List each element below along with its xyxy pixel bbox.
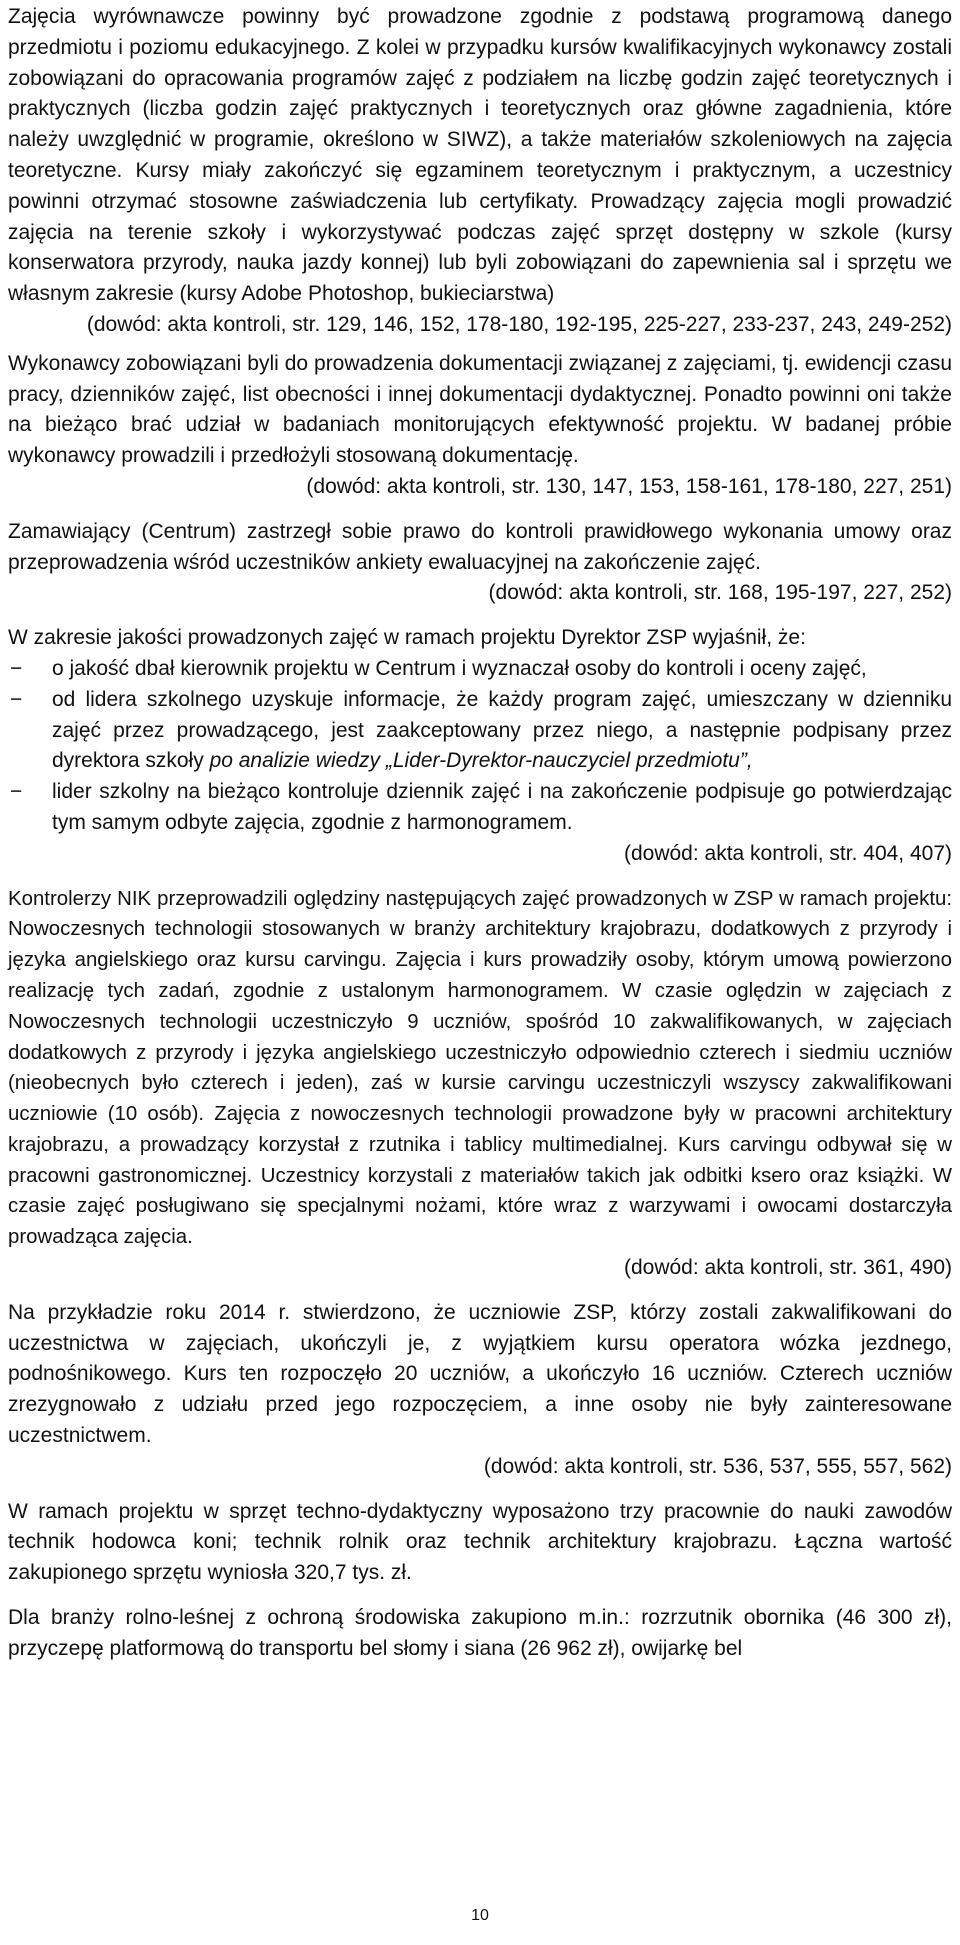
- section-block-1: [8, 2, 952, 341]
- list-item-text: od lidera szkolnego uzyskuje informacje, że każdy program zajęć, umieszczany w dzienniku zajęć przez prowadzącego, jest zaakceptowany przez niego, a następnie podpisany przez dyrektora szkoły: [52, 687, 952, 773]
- paragraph: Zamawiający (Centrum) zastrzegł sobie prawo do kontroli prawidłowego wykonania umowy oraz przeprowadzenia wśród uczestników ankiety ewaluacyjnej na zakończenie zajęć.: [8, 519, 952, 574]
- section-block-purchases: [8, 1603, 952, 1665]
- dash-bullet-icon: −: [10, 687, 23, 711]
- section-block-3: [8, 517, 952, 609]
- evidence-citation: (dowód: akta kontroli, str. 129, 146, 152, 178-180, 192-195, 225-227, 233-237, 243, 249-252): [86, 312, 952, 336]
- list-item-italic-text: po analizie wiedzy „Lider-Dyrektor-nauczyciel przedmiotu”,: [209, 749, 753, 773]
- paragraph: Dla branży rolno-leśnej z ochroną środowiska zakupiono m.in.: rozrzutnik obornika (46 300 zł), przyczepę platformową do transportu bel słomy i siana (26 962 zł), owijarkę bel: [8, 1606, 952, 1660]
- paragraph: Na przykładzie roku 2014 r. stwierdzono, że uczniowie ZSP, którzy zostali zakwalifikowani do uczestnictwa w zajęciach, ukończyli je, z wyjątkiem kursu operatora wózka jezdnego, podnośnikowego. Kurs ten rozpoczęło 20 uczniów, a ukończyło 16 uczniów. Czterech uczniów zrezygnowało z udziału przed jego rozpoczęciem, a inne osoby nie były zainteresowane uczestnictwem.: [8, 1300, 952, 1448]
- paragraph: Zajęcia wyrównawcze powinny być prowadzone zgodnie z podstawą programową danego przedmiotu i poziomu edukacyjnego. Z kolei w przypadku kursów kwalifikacyjnych wykonawcy zostali zobowiązani do opracowania programów zajęć z podziałem na liczbę godzin zajęć teoretycznych i praktycznych (liczba godzin zajęć praktycznych i teoretycznych oraz główne zagadnienia, które należy uwzględnić w programie, określono w SIWZ), a także materiałów szkoleniowych na zajęcia teoretyczne. Kursy miały zakończyć się egzaminem teoretycznym i praktycznym, a uczestnicy powinni otrzymać stosowne zaświadczenia lub certyfikaty. Prowadzący zajęcia mogli prowadzić zajęcia na terenie szkoły i wykorzystywać podczas zajęć sprzęt dostępny w szkole (kursy konserwatora przyrody, nauka jazdy konnej) lub byli zobowiązani do zapewnienia sal i sprzętu we własnym zakresie (kursy Adobe Photoshop, bukieciarstwa): [8, 5, 952, 306]
- section-block-equipment: [8, 1497, 952, 1589]
- paragraph: Wykonawcy zobowiązani byli do prowadzenia dokumentacji związanej z zajęciami, tj. ewidencji czasu pracy, dzienników zajęć, list obecności i innej dokumentacji dydaktycznej. Ponadto powinni oni także na bieżąco brać udział w badaniach monitorujących efektywność projektu. W badanej próbie wykonawcy prowadzili i przedłożyli stosowaną dokumentację.: [8, 351, 952, 468]
- page-number: 10: [471, 1907, 489, 1924]
- dash-list: [8, 654, 952, 839]
- list-item-text: o jakość dbał kierownik projektu w Centrum i wyznaczał osoby do kontroli i oceny zajęć,: [52, 656, 867, 680]
- evidence-citation: (dowód: akta kontroli, str. 361, 490): [623, 1256, 952, 1280]
- evidence-citation: (dowód: akta kontroli, str. 536, 537, 555, 557, 562): [483, 1454, 952, 1478]
- evidence-citation: (dowód: akta kontroli, str. 130, 147, 153, 158-161, 178-180, 227, 251): [306, 474, 952, 498]
- paragraph: W ramach projektu w sprzęt techno-dydaktyczny wyposażono trzy pracownie do nauki zawodów technik hodowca koni; technik rolnik oraz technik architektury krajobrazu. Łączna wartość zakupionego sprzętu wyniosła 320,7 tys. zł.: [8, 1499, 952, 1585]
- section-block-2: [8, 349, 952, 503]
- list-item-text: lider szkolny na bieżąco kontroluje dziennik zajęć i na zakończenie podpisuje go potwierdzając tym samym odbyte zajęcia, zgodnie z harmonogramem.: [52, 780, 952, 834]
- section-block-quality-list: [8, 623, 952, 869]
- dash-bullet-icon: −: [10, 656, 23, 680]
- section-block-inspection: [8, 884, 952, 1284]
- paragraph: Kontrolerzy NIK przeprowadzili oględziny następujących zajęć prowadzonych w ZSP w ramach projektu: Nowoczesnych technologii stosowanych w branży architektury krajobrazu, dodatkowych z przyrody i języka angielskiego oraz kursu carvingu. Zajęcia i kurs prowadziły osoby, którym umową powierzono realizację tych zadań, zgodnie z ustalonym harmonogramem. W czasie oględzin w zajęciach z Nowoczesnych technologii uczestniczyło 9 uczniów, spośród 10 zakwalifikowanych, w zajęciach dodatkowych z przyrody i języka angielskiego uczestniczyło odpowiednio czterech i siedmiu uczniów (nieobecnych było czterech i jeden), zaś w kursie carvingu uczestniczyli wszyscy zakwalifikowani uczniowie (10 osób). Zajęcia z nowoczesnych technologii prowadzone były w pracowni architektury krajobrazu, a prowadzący korzystał z rzutnika i tablicy multimedialnej. Kurs carvingu odbywał się w pracowni gastronomicznej. Uczestnicy korzystali z materiałów takich jak odbitki ksero oraz książki. W czasie zajęć posługiwano się specjalnymi nożami, które wraz z warzywami i owocami dostarczyła prowadząca zajęcia.: [8, 887, 952, 1249]
- dash-bullet-icon: −: [10, 780, 23, 804]
- list-item: [8, 777, 952, 839]
- list-item: [8, 685, 952, 777]
- list-intro: W zakresie jakości prowadzonych zajęć w ramach projektu Dyrektor ZSP wyjaśnił, że:: [8, 626, 806, 650]
- evidence-citation: (dowód: akta kontroli, str. 404, 407): [623, 841, 952, 865]
- list-item: [8, 654, 952, 685]
- evidence-citation: (dowód: akta kontroli, str. 168, 195-197, 227, 252): [488, 581, 952, 605]
- section-block-2014: [8, 1298, 952, 1483]
